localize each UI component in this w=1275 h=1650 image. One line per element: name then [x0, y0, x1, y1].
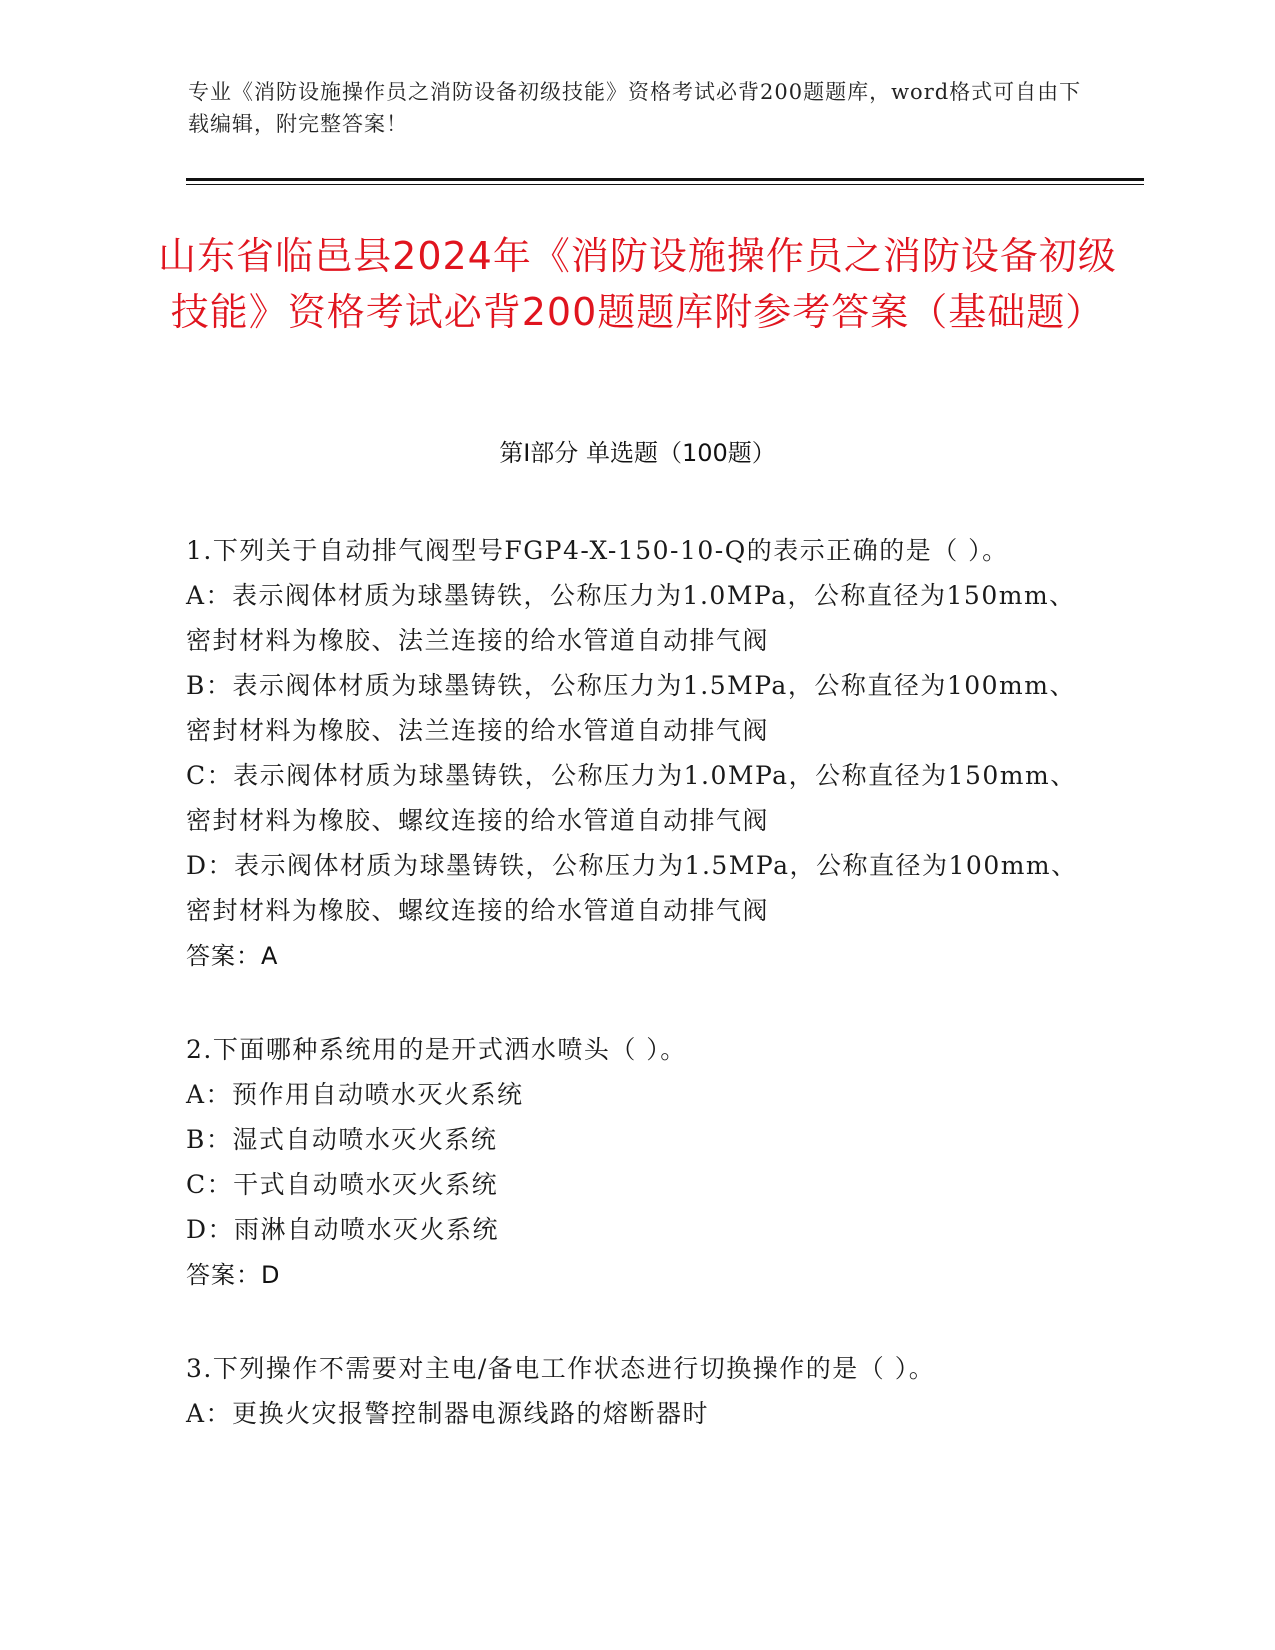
- question-stem: 2.下面哪种系统用的是开式洒水喷头（ ）。: [186, 1035, 687, 1064]
- section-title: 第Ⅰ部分 单选题（100题）: [499, 439, 776, 467]
- option-c: C：干式自动喷水灭火系统: [186, 1170, 499, 1199]
- option-d: D：雨淋自动喷水灭火系统: [186, 1215, 500, 1244]
- document-title: 山东省临邑县2024年《消防设施操作员之消防设备初级技能》资格考试必背200题题库附参考答案（基础题）: [158, 234, 1117, 334]
- header-divider-thick: [186, 178, 1144, 181]
- header-divider-thin: [186, 184, 1144, 185]
- option-a: A：更换火灾报警控制器电源线路的熔断器时: [186, 1399, 710, 1428]
- option-b: B：表示阀体材质为球墨铸铁，公称压力为1.5MPa，公称直径为100mm、密封材料为橡胶、法兰连接的给水管道自动排气阀: [186, 671, 1076, 745]
- option-d: D：表示阀体材质为球墨铸铁，公称压力为1.5MPa，公称直径为100mm、密封材料为橡胶、螺纹连接的给水管道自动排气阀: [186, 851, 1078, 925]
- question-list: [186, 528, 1086, 1484]
- header-note: 专业《消防设施操作员之消防设备初级技能》资格考试必背200题题库，word格式可自由下载编辑，附完整答案！: [188, 80, 1082, 136]
- answer: 答案：D: [186, 1261, 281, 1289]
- option-b: B：湿式自动喷水灭火系统: [186, 1125, 498, 1154]
- question-3: [186, 1346, 1086, 1436]
- option-a: A：表示阀体材质为球墨铸铁，公称压力为1.0MPa，公称直径为150mm、密封材料为橡胶、法兰连接的给水管道自动排气阀: [186, 581, 1076, 655]
- question-2: [186, 1027, 1086, 1298]
- option-a: A：预作用自动喷水灭火系统: [186, 1080, 524, 1109]
- option-c: C：表示阀体材质为球墨铸铁，公称压力为1.0MPa，公称直径为150mm、密封材料为橡胶、螺纹连接的给水管道自动排气阀: [186, 761, 1077, 835]
- question-1: [186, 528, 1086, 979]
- answer: 答案：A: [186, 942, 279, 970]
- question-stem: 1.下列关于自动排气阀型号FGP4-X-150-10-Q的表示正确的是（ ）。: [186, 536, 1009, 565]
- question-stem: 3.下列操作不需要对主电/备电工作状态进行切换操作的是（ ）。: [186, 1354, 936, 1383]
